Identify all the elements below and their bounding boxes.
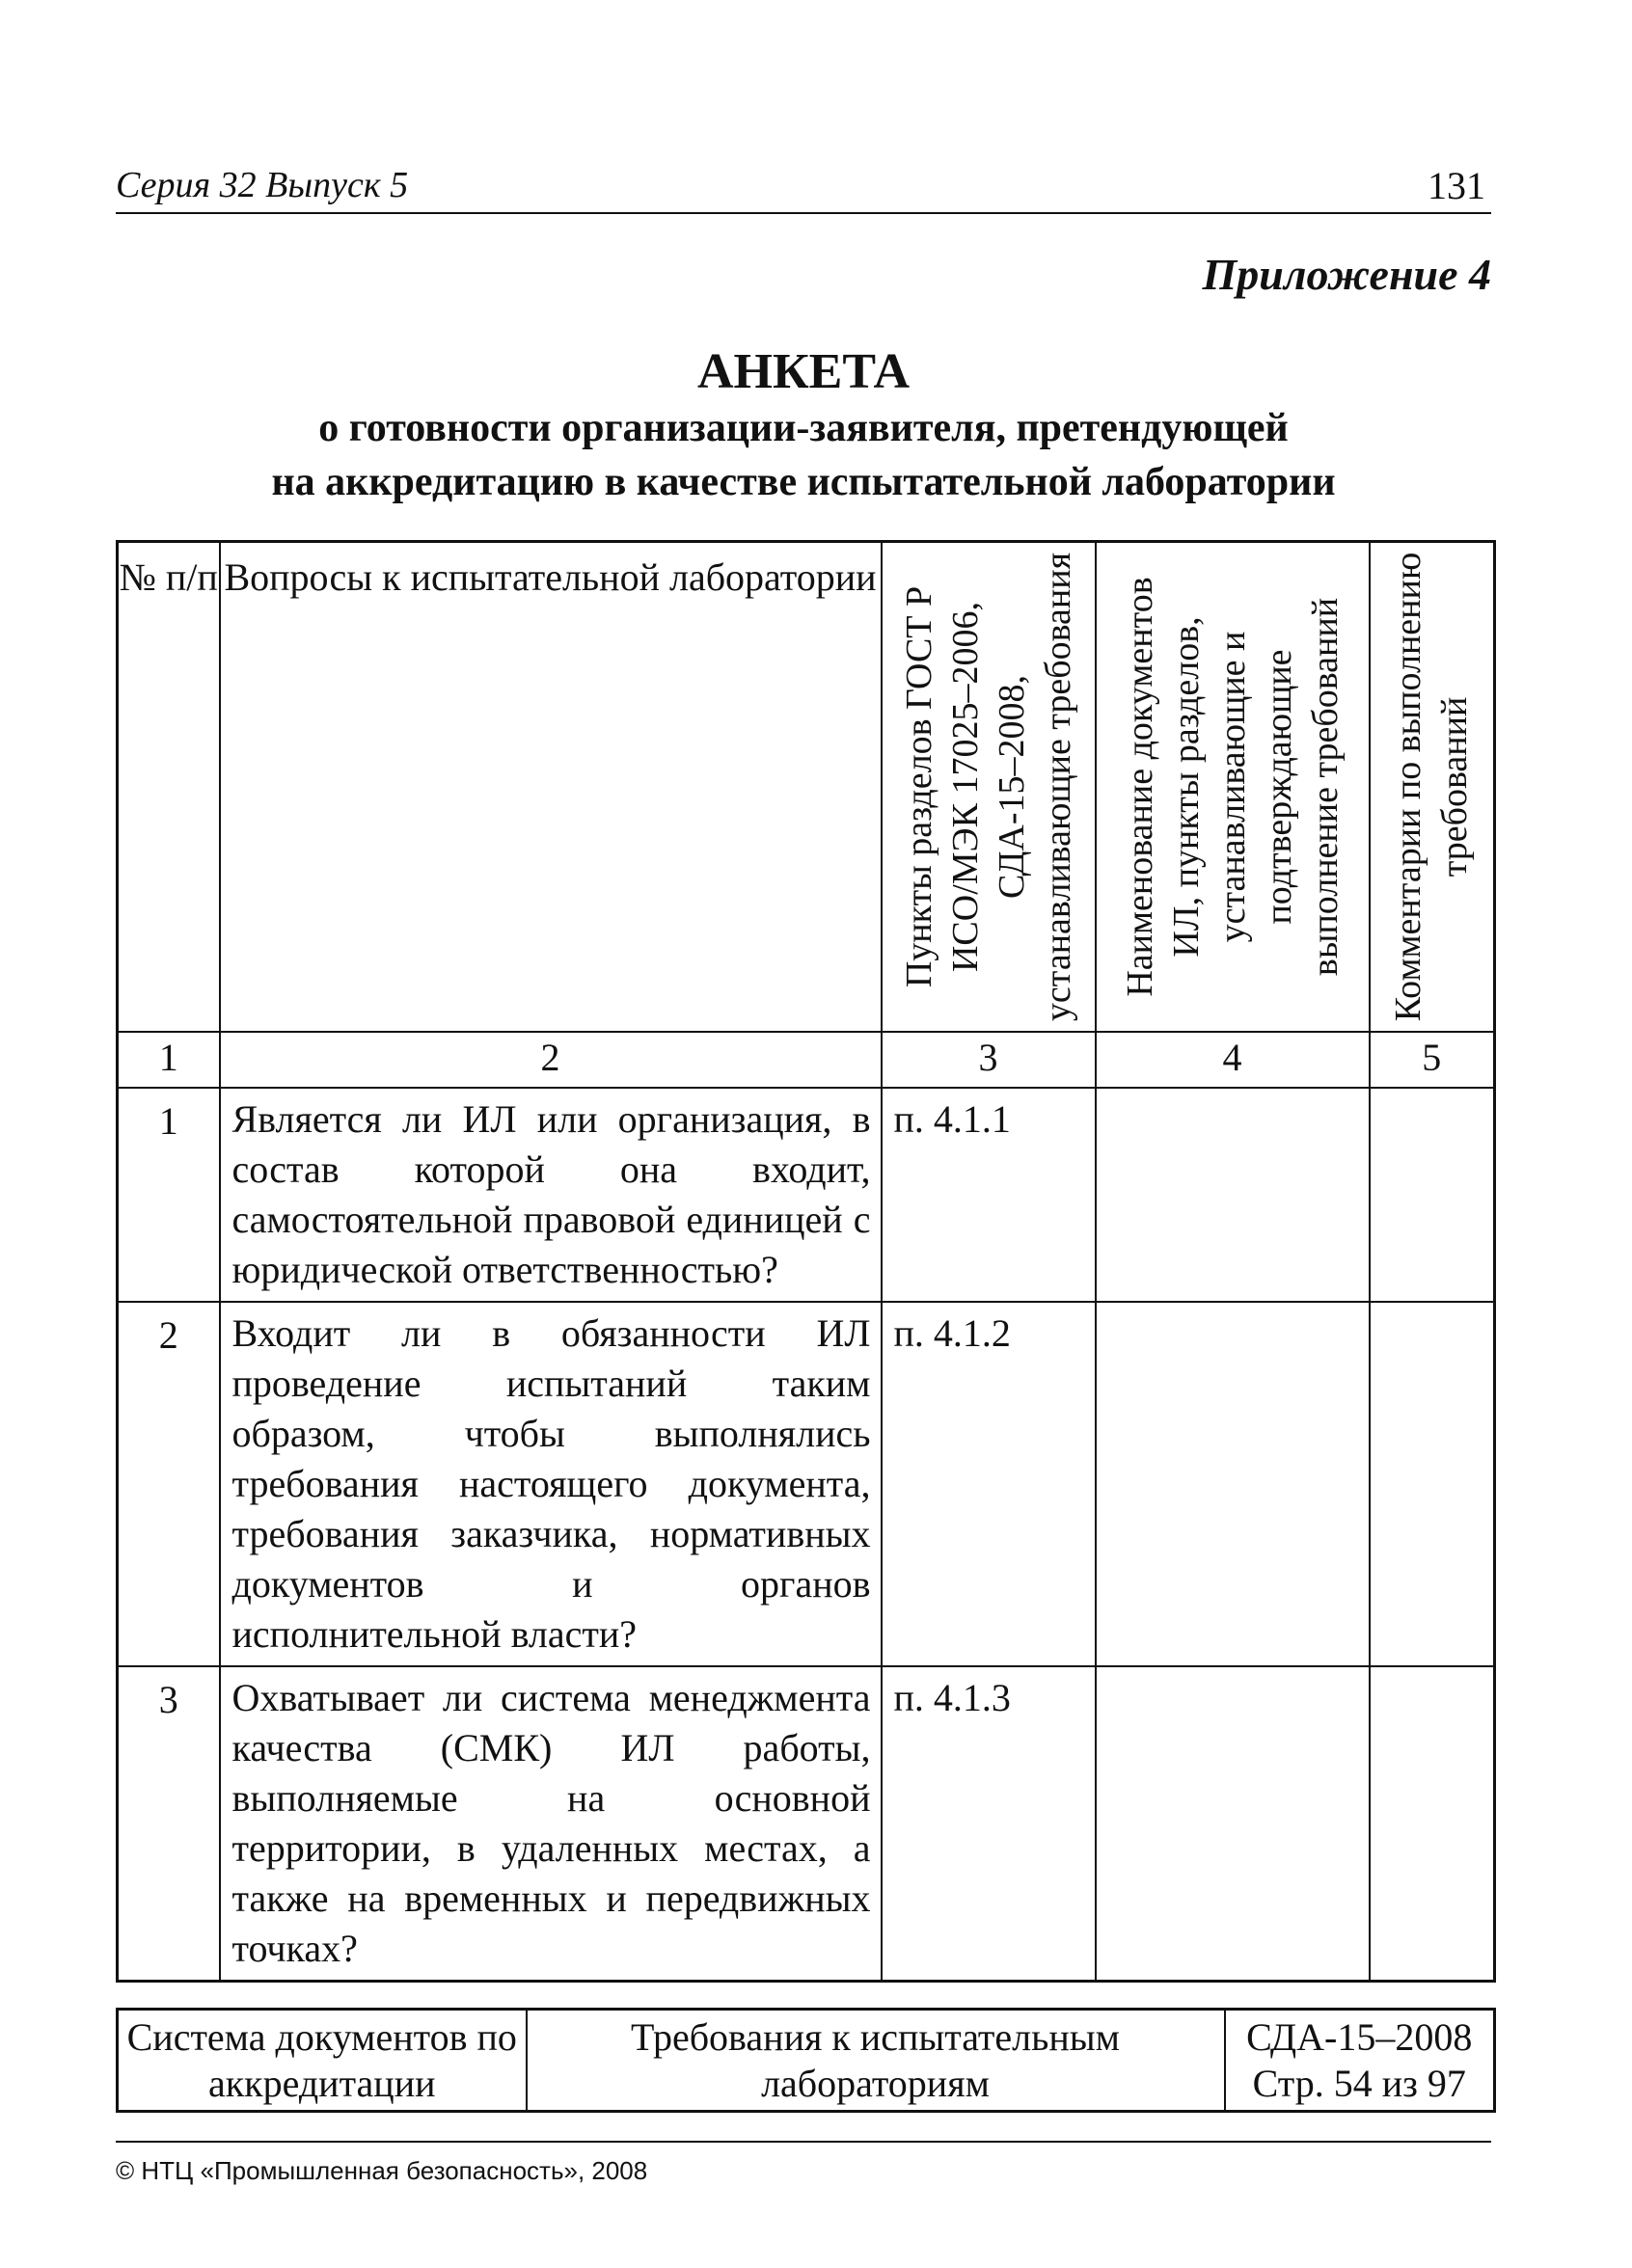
row-number: 1: [118, 1088, 220, 1302]
header-comments: [1370, 542, 1495, 1032]
row-documents: [1096, 1088, 1370, 1302]
table-row: [118, 1302, 1495, 1666]
column-number-5: 5: [1370, 1032, 1495, 1088]
document-title: АНКЕТА: [696, 344, 911, 399]
row-reference: п. 4.1.2: [882, 1302, 1096, 1666]
header-comments-text: Комментарии по выполнению требований: [1388, 552, 1476, 1022]
table-header-row: [118, 542, 1495, 1032]
header-documents: [1096, 542, 1370, 1032]
row-question: Охватывает ли система менеджмента качества (СМК) ИЛ работы, выполняемые на основной территории, в удаленных местах, а также на временных и передвижных точках?: [220, 1666, 882, 1982]
header-reference-text: Пункты разделов ГОСТ Р ИСО/МЭК 17025–2006, СДА-15–2008, устанавливающие требования: [898, 552, 1078, 1021]
header-documents-text: Наименование документов ИЛ, пункты разделов, устанавливающие и подтверждающие выполнение требований: [1119, 577, 1346, 997]
copyright: © НТЦ «Промышленная безопасность», 2008: [116, 2141, 1491, 2186]
row-number: 2: [118, 1302, 220, 1666]
row-comments: [1370, 1666, 1495, 1982]
running-header: [116, 166, 1491, 214]
footer-box: [116, 2008, 1496, 2113]
footer-doc-info: [1225, 2010, 1495, 2112]
table-row: [118, 1666, 1495, 1982]
header-reference: [882, 542, 1096, 1032]
footer-page-info: Стр. 54 из 97: [1252, 2061, 1466, 2105]
row-documents: [1096, 1302, 1370, 1666]
column-number-3: 3: [882, 1032, 1096, 1088]
header-question: [220, 542, 882, 1032]
header-number: [118, 542, 220, 1032]
appendix-label: Приложение 4: [1202, 250, 1491, 299]
row-reference: п. 4.1.3: [882, 1666, 1096, 1982]
page-number: 131: [1428, 164, 1485, 207]
row-number: 3: [118, 1666, 220, 1982]
column-number-2: 2: [220, 1032, 882, 1088]
row-question: Входит ли в обязанности ИЛ проведение испытаний таким образом, чтобы выполнялись требования настоящего документа, требования заказчика, нормативных документов и органов исполнительной власти?: [220, 1302, 882, 1666]
column-number-row: [118, 1032, 1495, 1088]
row-comments: [1370, 1088, 1495, 1302]
row-documents: [1096, 1666, 1370, 1982]
footer-doc-code: СДА-15–2008: [1246, 2014, 1473, 2059]
row-reference: п. 4.1.1: [882, 1088, 1096, 1302]
row-question: Является ли ИЛ или организация, в состав которой она входит, самостоятельной правовой единицей с юридической ответственностью?: [220, 1088, 882, 1302]
document-subtitle-line-1: о готовности организации-заявителя, претендующей: [318, 406, 1289, 450]
footer-requirements: Требования к испытательным лабораториям: [527, 2010, 1225, 2112]
header-number-text: № п/п: [119, 555, 218, 599]
series-label: Серия 32 Выпуск 5: [116, 165, 409, 205]
footer-system: Система документов по аккредитации: [118, 2010, 527, 2112]
column-number-1: 1: [118, 1032, 220, 1088]
column-number-4: 4: [1096, 1032, 1370, 1088]
header-question-text: Вопросы к испытательной лаборатории: [224, 555, 877, 599]
table-row: [118, 1088, 1495, 1302]
row-comments: [1370, 1302, 1495, 1666]
document-subtitle-line-2: на аккредитацию в качестве испытательной лаборатории: [271, 460, 1336, 504]
survey-table: [116, 540, 1496, 1983]
